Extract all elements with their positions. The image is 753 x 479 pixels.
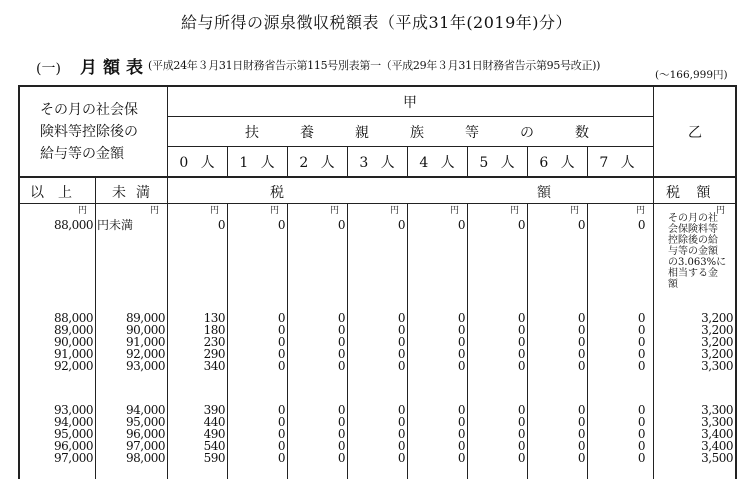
ko-tax-value: 0 — [277, 439, 285, 453]
row-from: 91,000 — [54, 347, 93, 361]
yen-unit: 円 — [209, 206, 219, 216]
ko-tax-value: 0 — [577, 359, 585, 373]
yen-unit: 円 — [329, 206, 339, 216]
otsu-tax-value: 3,400 — [701, 439, 733, 453]
section-note: (平成24年３月31日財務省告示第115号別表第一（平成29年３月31日財務省告示第95号改正)) — [148, 59, 601, 72]
row-to: 90,000 — [126, 323, 165, 337]
yen-unit: 円 — [635, 206, 645, 216]
table-top-border — [18, 85, 737, 87]
ijou-label: 以上 — [30, 185, 86, 201]
otsu-tax-value: 3,200 — [701, 335, 733, 349]
ko-tax-value: 180 — [203, 323, 225, 337]
ko-tax-value: 0 — [517, 347, 525, 361]
yen-unit: 円 — [569, 206, 579, 216]
zeigaku-left: 税 — [270, 185, 284, 201]
ko-tax-value: 0 — [457, 218, 465, 232]
ko-tax-value: 0 — [337, 427, 345, 441]
ko-tax-value: 0 — [577, 427, 585, 441]
header-rule — [18, 203, 737, 204]
dependents-count: 2 人 — [299, 155, 335, 171]
otsu-tax-value: 3,200 — [701, 311, 733, 325]
ko-tax-value: 0 — [457, 439, 465, 453]
ko-tax-value: 130 — [203, 311, 225, 325]
yen-unit: 円 — [77, 206, 87, 216]
ko-tax-value: 0 — [277, 451, 285, 465]
ko-tax-value: 0 — [337, 218, 345, 232]
ko-tax-value: 0 — [397, 415, 405, 429]
ko-tax-value: 0 — [337, 335, 345, 349]
dependents-count: 5 人 — [479, 155, 515, 171]
otsu-note — [668, 213, 728, 290]
ko-tax-value: 0 — [337, 403, 345, 417]
ko-tax-value: 0 — [337, 415, 345, 429]
row-from: 96,000 — [54, 439, 93, 453]
otsu-note-line: その月の社 — [668, 213, 718, 224]
ko-tax-value: 0 — [517, 451, 525, 465]
header-rule — [167, 146, 653, 147]
row-to: 円未満 — [97, 218, 134, 232]
otsu-tax-value: 3,500 — [701, 451, 733, 465]
section-range: (～166,999円) — [655, 69, 728, 81]
ko-tax-value: 0 — [277, 415, 285, 429]
yen-unit: 円 — [509, 206, 519, 216]
amount-label: 険料等控除後の — [40, 124, 138, 140]
header-rule — [167, 116, 653, 117]
amount-label: その月の社会保 — [40, 102, 138, 118]
dependents-label-char: 族 — [410, 125, 424, 141]
ko-tax-value: 0 — [337, 311, 345, 325]
ko-tax-value: 0 — [577, 451, 585, 465]
ko-tax-value: 0 — [577, 439, 585, 453]
table-right-border — [735, 85, 737, 479]
row-from: 93,000 — [54, 403, 93, 417]
otsu-tax-value: 3,400 — [701, 427, 733, 441]
ko-tax-value: 0 — [217, 218, 225, 232]
ko-tax-value: 0 — [397, 427, 405, 441]
ko-tax-value: 0 — [397, 323, 405, 337]
ko-tax-value: 0 — [337, 347, 345, 361]
ko-tax-value: 0 — [337, 439, 345, 453]
ko-tax-value: 0 — [277, 218, 285, 232]
ko-tax-value: 0 — [277, 335, 285, 349]
otsu-label: 乙 — [688, 125, 702, 141]
zeigaku-right: 額 — [537, 185, 551, 201]
miman-label: 未満 — [112, 185, 160, 201]
ko-tax-value: 390 — [203, 403, 225, 417]
ko-tax-value: 0 — [517, 427, 525, 441]
dependents-label-char: 親 — [355, 125, 369, 141]
ko-tax-value: 0 — [577, 323, 585, 337]
dependents-count: 6 人 — [539, 155, 575, 171]
ko-tax-value: 0 — [337, 451, 345, 465]
ko-tax-value: 0 — [517, 403, 525, 417]
ko-tax-value: 0 — [637, 439, 645, 453]
otsu-note-line: の3.063%に — [668, 257, 727, 268]
ko-tax-value: 0 — [397, 403, 405, 417]
document-title: 給与所得の源泉徴収税額表（平成31年(2019年)分） — [180, 13, 573, 32]
dependents-count: 1 人 — [239, 155, 275, 171]
section-number: (一) — [36, 61, 61, 77]
ko-tax-value: 0 — [397, 335, 405, 349]
yen-unit: 円 — [449, 206, 459, 216]
otsu-note-line: 与等の金額 — [668, 246, 718, 257]
ko-tax-value: 440 — [203, 415, 225, 429]
ko-tax-value: 0 — [277, 323, 285, 337]
row-to: 98,000 — [126, 451, 165, 465]
ko-tax-value: 0 — [277, 347, 285, 361]
ko-tax-value: 340 — [203, 359, 225, 373]
row-from: 97,000 — [54, 451, 93, 465]
row-from: 95,000 — [54, 427, 93, 441]
ko-tax-value: 0 — [397, 347, 405, 361]
dependents-count: 7 人 — [599, 155, 635, 171]
ko-tax-value: 0 — [397, 311, 405, 325]
ko-tax-value: 0 — [577, 311, 585, 325]
ko-tax-value: 0 — [577, 415, 585, 429]
ko-tax-value: 0 — [457, 359, 465, 373]
ko-tax-value: 0 — [397, 439, 405, 453]
row-to: 96,000 — [126, 427, 165, 441]
row-to: 89,000 — [126, 311, 165, 325]
otsu-tax-value: 3,300 — [701, 359, 733, 373]
ko-tax-value: 0 — [517, 415, 525, 429]
ko-tax-value: 0 — [577, 335, 585, 349]
ko-tax-value: 0 — [277, 311, 285, 325]
otsu-note-line: 控除後の給 — [668, 235, 718, 246]
ko-tax-value: 0 — [517, 359, 525, 373]
ko-tax-value: 0 — [277, 359, 285, 373]
ko-tax-value: 590 — [203, 451, 225, 465]
row-from: 94,000 — [54, 415, 93, 429]
ko-tax-value: 0 — [337, 323, 345, 337]
ko-tax-value: 0 — [637, 311, 645, 325]
row-to: 95,000 — [126, 415, 165, 429]
ko-tax-value: 0 — [637, 347, 645, 361]
otsu-note-line: 会保険料等 — [668, 224, 718, 235]
dependents-label-char: 養 — [300, 125, 314, 141]
dependents-count: 0 人 — [179, 155, 215, 171]
yen-unit: 円 — [715, 206, 725, 216]
ko-tax-value: 0 — [577, 403, 585, 417]
ko-tax-value: 0 — [517, 335, 525, 349]
ko-tax-value: 0 — [517, 218, 525, 232]
row-from: 88,000 — [54, 311, 93, 325]
ko-label: 甲 — [403, 95, 417, 111]
ko-tax-value: 0 — [637, 427, 645, 441]
dependents-label-char: 扶 — [245, 125, 259, 141]
dependents-label-char: 等 — [465, 125, 479, 141]
row-to: 92,000 — [126, 347, 165, 361]
ko-tax-value: 0 — [517, 439, 525, 453]
otsu-note-line: 相当する金 — [668, 268, 718, 279]
ko-tax-value: 0 — [517, 311, 525, 325]
ko-tax-value: 0 — [457, 347, 465, 361]
amount-label: 給与等の金額 — [40, 146, 124, 162]
row-from: 88,000 — [54, 218, 93, 232]
otsu-tax-value: 3,300 — [701, 415, 733, 429]
row-to: 91,000 — [126, 335, 165, 349]
ko-tax-value: 540 — [203, 439, 225, 453]
dependents-label-char: の — [520, 125, 534, 141]
dependents-count: 4 人 — [419, 155, 455, 171]
ko-tax-value: 0 — [457, 323, 465, 337]
yen-unit: 円 — [149, 206, 159, 216]
otsu-note-line: 額 — [668, 279, 678, 290]
ko-tax-value: 0 — [397, 218, 405, 232]
section-label: 月額表 — [80, 58, 149, 78]
ko-tax-value: 0 — [577, 218, 585, 232]
ko-tax-value: 0 — [457, 427, 465, 441]
ko-tax-value: 0 — [397, 451, 405, 465]
row-from: 89,000 — [54, 323, 93, 337]
ko-tax-value: 0 — [637, 335, 645, 349]
yen-unit: 円 — [269, 206, 279, 216]
row-from: 92,000 — [54, 359, 93, 373]
ko-tax-value: 0 — [457, 311, 465, 325]
otsu-zeigaku-label: 税 額 — [666, 185, 711, 201]
ko-tax-value: 0 — [637, 451, 645, 465]
row-to: 93,000 — [126, 359, 165, 373]
ko-tax-value: 0 — [397, 359, 405, 373]
ko-tax-value: 230 — [203, 335, 225, 349]
ko-tax-value: 0 — [517, 323, 525, 337]
ko-tax-value: 290 — [203, 347, 225, 361]
ko-tax-value: 0 — [457, 415, 465, 429]
otsu-tax-value: 3,300 — [701, 403, 733, 417]
ko-tax-value: 0 — [577, 347, 585, 361]
ko-tax-value: 0 — [637, 323, 645, 337]
otsu-tax-value: 3,200 — [701, 347, 733, 361]
ko-tax-value: 0 — [457, 451, 465, 465]
row-to: 94,000 — [126, 403, 165, 417]
ko-tax-value: 0 — [277, 403, 285, 417]
dependents-count: 3 人 — [359, 155, 395, 171]
ko-tax-value: 0 — [637, 218, 645, 232]
yen-unit: 円 — [389, 206, 399, 216]
ko-tax-value: 0 — [457, 403, 465, 417]
ko-tax-value: 0 — [637, 359, 645, 373]
ko-tax-value: 0 — [277, 427, 285, 441]
header-rule — [18, 176, 737, 178]
dependents-label-char: 数 — [575, 125, 589, 141]
otsu-tax-value: 3,200 — [701, 323, 733, 337]
row-from: 90,000 — [54, 335, 93, 349]
ko-tax-value: 0 — [637, 403, 645, 417]
ko-tax-value: 0 — [637, 415, 645, 429]
ko-tax-value: 490 — [203, 427, 225, 441]
ko-tax-value: 0 — [457, 335, 465, 349]
row-to: 97,000 — [126, 439, 165, 453]
ko-tax-value: 0 — [337, 359, 345, 373]
